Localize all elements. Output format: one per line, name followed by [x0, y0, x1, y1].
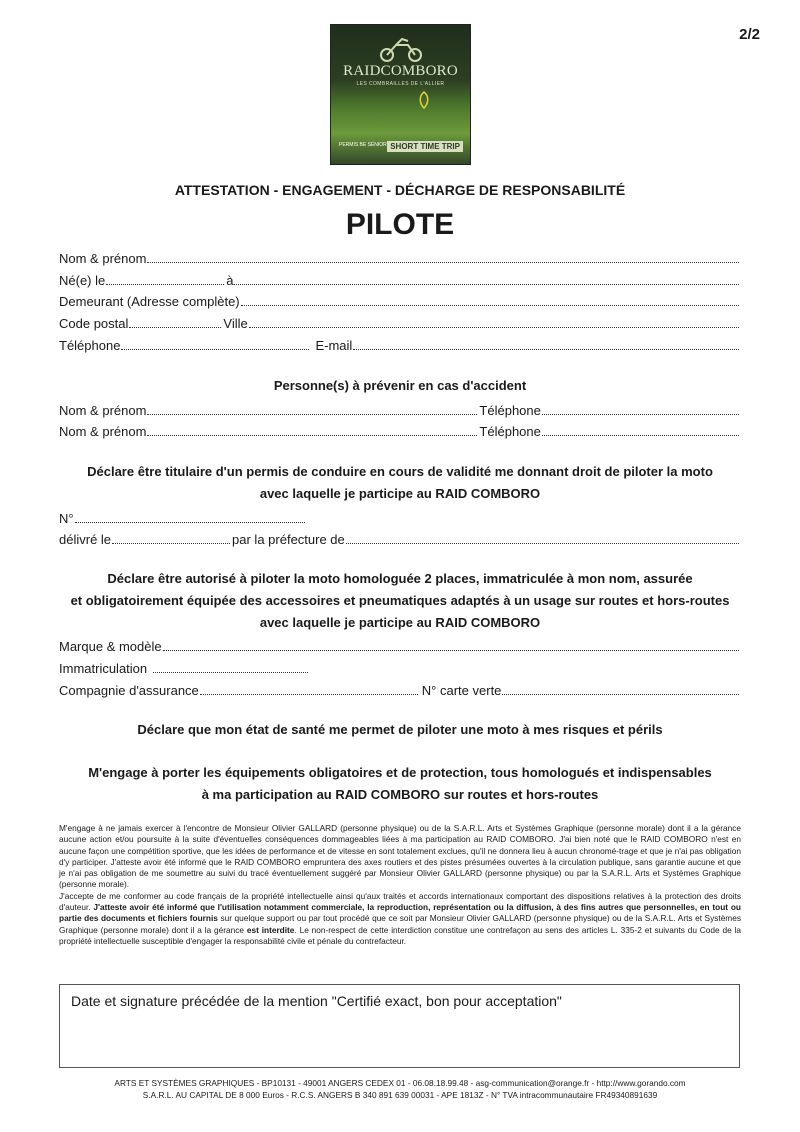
insurance-field[interactable]: Compagnie d'assurance N° carte verte	[59, 680, 741, 698]
logo-short-time-trip: SHORT TIME TRIP	[387, 141, 463, 152]
vehicle-declaration-line3: avec laquelle je participe au RAID COMBORO	[259, 615, 541, 630]
address-field[interactable]: Demeurant (Adresse complète)	[59, 291, 741, 309]
page-number: 2/2	[739, 26, 760, 43]
phone-email-field[interactable]: Téléphone E-mail	[59, 335, 741, 353]
equipment-line2: à ma participation au RAID COMBORO sur routes et hors-routes	[201, 787, 599, 802]
postal-city-field[interactable]: Code postal Ville	[59, 313, 741, 331]
brand-model-field[interactable]: Marque & modèle	[59, 636, 741, 654]
logo-tagline: LES COMBRAILLES DE L'ALLIER	[356, 81, 445, 87]
motorcycle-icon	[378, 37, 424, 63]
health-declaration: Déclare que mon état de santé me permet de piloter une moto à mes risques et périls	[137, 722, 663, 737]
license-number-field[interactable]: N°	[59, 508, 741, 526]
signature-label: Date et signature précédée de la mention "Certifié exact, bon pour acceptation"	[71, 993, 562, 1009]
equipment-line1: M'engage à porter les équipements obligatoires et de protection, tous homologués et indispensables	[88, 765, 712, 780]
legal-paragraph-1: M'engage à ne jamais exercer à l'encontre de Monsieur Olivier GALLARD (personne physique) ou de la S.A.R.L. Arts et Systèmes Graphique (personne morale) dont il a la gérance aucune action et/ou poursuite à la suite d'éventuelles conséquences dommageables liées à ma participation au RAID COMBORO. J'ai bien noté que le RAID COMBORO n'est en aucune façon une compétition sportive, que les idées de performance et de vitesse en sont totalement exclues, qu'il ne donnera lieu à aucun chronomé-trage et que je n'ai pas obligation d'y participer. J'atteste avoir été informé que le RAID COMBORO empruntera des axes routiers et des pistes présumées ouvertes à la circulation publique, sans garantie aucune et que je n'ai pas obligation de me soumettre au suivi du tracé éventuellement suggéré par Monsieur Olivier GALLARD (personne physique) ou par la S.A.R.L. Arts et Systèmes Graphique (personne morale).	[59, 823, 741, 890]
vehicle-declaration-line1: Déclare être autorisé à piloter la moto homologuée 2 places, immatriculée à mon nom, assurée	[107, 571, 693, 586]
emergency-heading: Personne(s) à prévenir en cas d'accident	[273, 378, 527, 393]
document-title: ATTESTATION - ENGAGEMENT - DÉCHARGE DE RESPONSABILITÉ	[174, 182, 626, 198]
raid-comboro-logo	[330, 24, 471, 165]
emergency-contact-1[interactable]: Nom & prénom Téléphone	[59, 400, 741, 418]
vehicle-declaration-line2: et obligatoirement équipée des accessoires et pneumatiques adaptés à un usage sur routes et hors-routes	[70, 593, 730, 608]
legal-paragraph-2: J'accepte de me conformer au code français de la propriété intellectuelle ainsi qu'aux traités et accords internationaux comportant des dispositions relatives à la protection des droits d'auteur. J'atteste avoir été informé que l'utilisation notamment commerciale, la reproduction, représentation ou la diffusion, à des fins autres que personnelles, en tout ou partie des documents et fichiers fournis sur quelque support ou par tout procédé que ce soit par Monsieur Olivier GALLARD (personne physique) ou de la S.A.R.L. Arts et Systèmes Graphique (personne morale) dont il a la gérance est interdite. Le non-respect de cette interdiction constitue une contrefaçon au sens des articles L. 335-2 et suivants du Code de la propriété intellectuelle susceptible d'engager la responsabilité civile et pénale du contrefacteur.	[59, 890, 742, 946]
logo-brand: RAIDCOMBORO	[343, 63, 458, 79]
registration-field[interactable]: Immatriculation	[59, 658, 741, 676]
license-declaration-line1: Déclare être titulaire d'un permis de conduire en cours de validité me donnant droit de piloter la moto	[87, 464, 713, 479]
document-heading: PILOTE	[345, 208, 455, 241]
birth-field[interactable]: Né(e) le à	[59, 270, 741, 288]
logo-badge: PERMIS BE SÉNIOR	[339, 142, 387, 148]
license-issued-field[interactable]: délivré le par la préfecture de	[59, 529, 741, 547]
signature-box[interactable]	[59, 984, 740, 1068]
footer-line2: S.A.R.L. AU CAPITAL DE 8 000 Euros - R.C.S. ANGERS B 340 891 639 00031 - APE 1813Z - N° TVA intracommunautaire FR49340891639	[142, 1090, 658, 1100]
legal-text	[59, 823, 741, 947]
leaf-icon	[417, 91, 431, 109]
name-field[interactable]: Nom & prénom	[59, 248, 741, 266]
footer-line1: ARTS ET SYSTÈMES GRAPHIQUES - BP10131 - 49001 ANGERS CEDEX 01 - 06.08.18.99.48 - asg-communication@orange.fr - http://www.gorando.com	[114, 1078, 686, 1088]
license-declaration-line2: avec laquelle je participe au RAID COMBORO	[259, 486, 541, 501]
emergency-contact-2[interactable]: Nom & prénom Téléphone	[59, 421, 741, 439]
